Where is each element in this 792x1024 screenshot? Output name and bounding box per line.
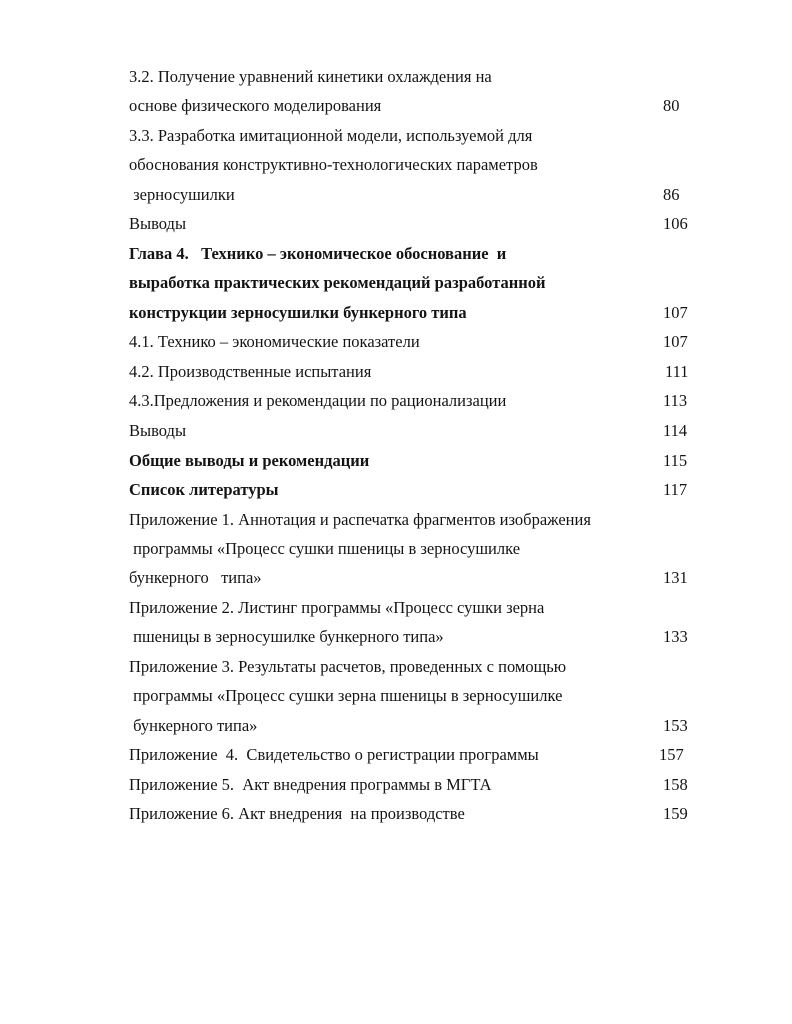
toc-line: программы «Процесс сушки пшеницы в зерносушилке [129,539,521,558]
toc-line: Приложение 1. Аннотация и распечатка фрагментов изображения [129,510,591,529]
toc-line: бункерного типа» [129,568,262,587]
toc-line: 4.2. Производственные испытания [129,362,372,381]
toc-line: бункерного типа» [129,716,258,735]
toc-line: 3.3. Разработка имитационной модели, используемой для [129,126,533,145]
toc-line: 3.2. Получение уравнений кинетики охлаждения на [129,67,492,86]
toc-page-number: 157 [659,745,684,764]
toc-page-number: 107 [663,332,688,351]
toc-line: обоснования конструктивно-технологических параметров [129,155,538,174]
toc-page-number: 86 [663,185,680,204]
toc-line: 4.3.Предложения и рекомендации по рационализации [129,391,507,410]
toc-line: Приложение 3. Результаты расчетов, проведенных с помощью [129,657,567,676]
toc-section-heading: Общие выводы и рекомендации [129,451,370,470]
toc-section-heading: Список литературы [129,480,279,499]
toc-chapter-heading: выработка практических рекомендаций разработанной [129,273,546,292]
toc-page-number: 158 [663,775,688,794]
toc-page-number: 153 [663,716,688,735]
toc-page-number: 114 [663,421,688,440]
toc-line: программы «Процесс сушки зерна пшеницы в зерносушилке [129,686,563,705]
toc-page-number: 107 [663,303,688,322]
toc-line: Выводы [129,421,187,440]
toc-page-number: 113 [663,391,688,410]
toc-line: 4.1. Технико – экономические показатели [129,332,420,351]
toc-page-number: 80 [663,96,680,115]
toc-page-number: 111 [665,362,689,381]
toc-page-number: 106 [663,214,688,233]
toc-page-number: 117 [663,480,688,499]
toc-line: зерносушилки [129,185,235,204]
toc-line: Приложение 6. Акт внедрения на производстве [129,804,465,823]
toc-line: Приложение 5. Акт внедрения программы в МГТА [129,775,492,794]
toc-page-number: 115 [663,451,688,470]
toc-line: пшеницы в зерносушилке бункерного типа» [129,627,444,646]
toc-line: Приложение 4. Свидетельство о регистрации программы [129,745,539,764]
toc-line: основе физического моделирования [129,96,382,115]
toc-chapter-heading: Глава 4. Технико – экономическое обоснование и [129,244,507,263]
toc-line: Выводы [129,214,187,233]
toc-page-number: 133 [663,627,688,646]
toc-line: Приложение 2. Листинг программы «Процесс сушки зерна [129,598,545,617]
toc-page-number: 159 [663,804,688,823]
toc-page-number: 131 [663,568,688,587]
toc-chapter-heading: конструкции зерносушилки бункерного типа [129,303,467,322]
